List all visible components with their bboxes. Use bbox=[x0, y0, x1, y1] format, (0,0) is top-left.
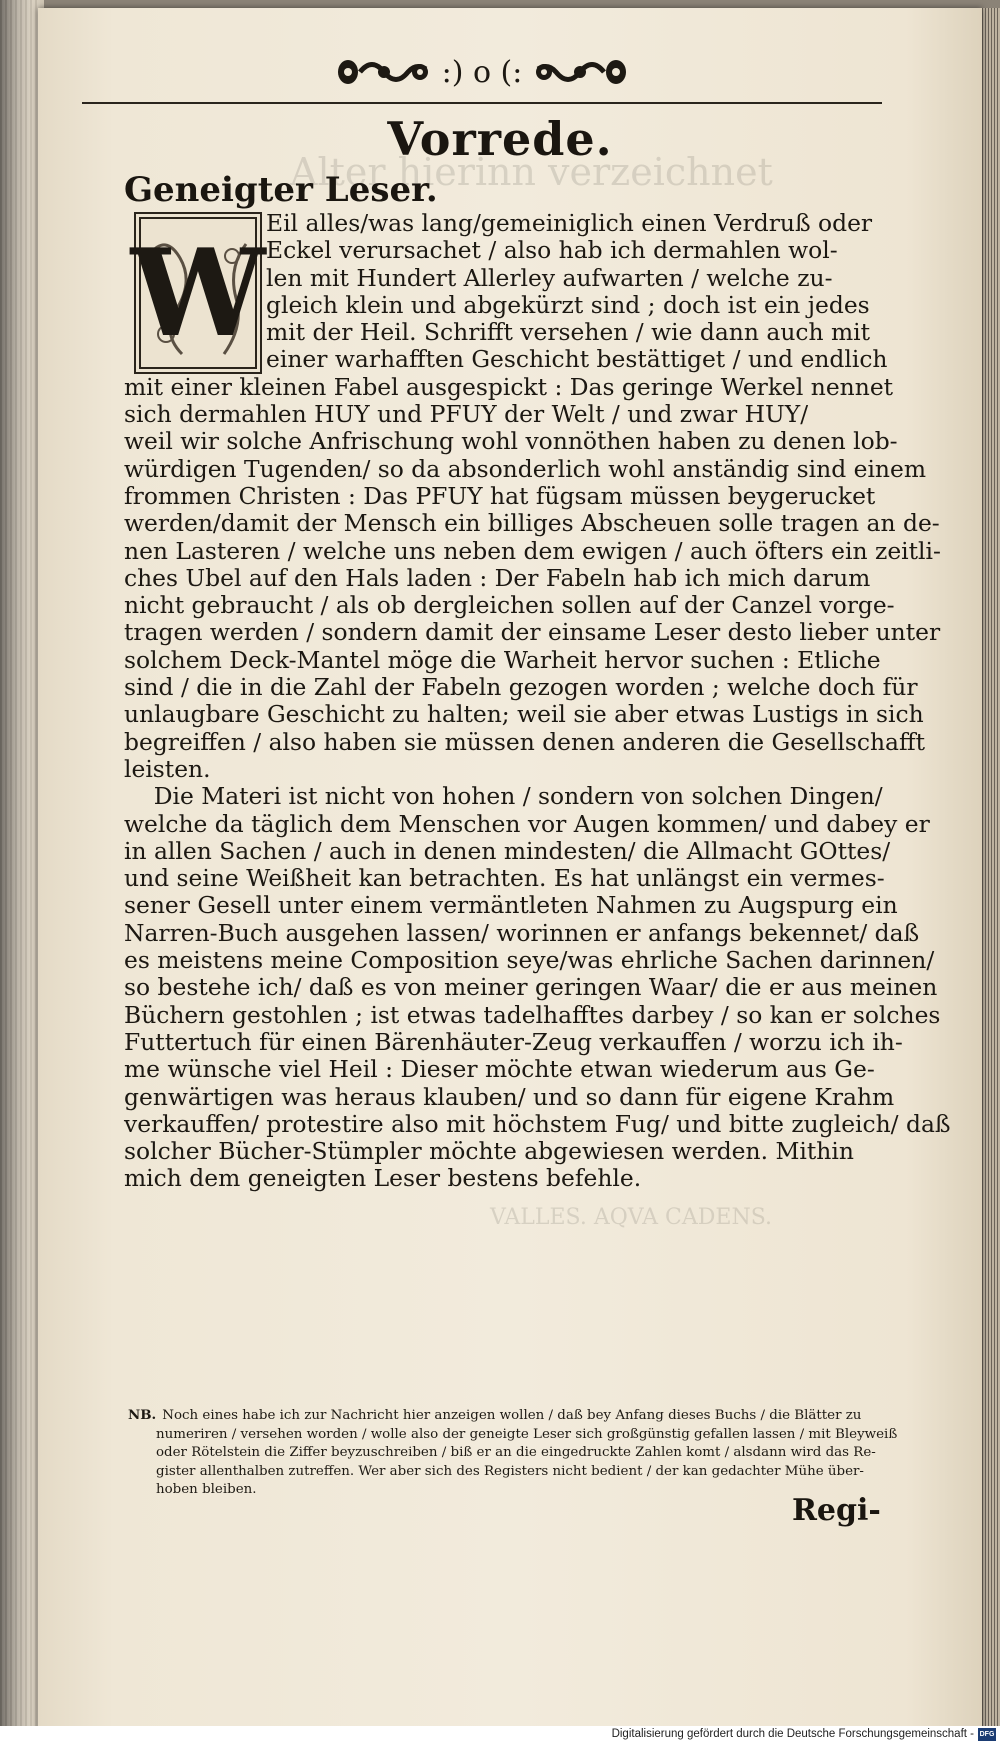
text-line: sich dermahlen HUY und PFUY der Welt / und zwar HUY/ bbox=[124, 400, 809, 429]
page-stack-edge bbox=[982, 8, 1000, 1736]
text-line: würdigen Tugenden/ so da absonderlich wohl anständig sind einem bbox=[124, 454, 927, 483]
dfg-logo-icon: DFG bbox=[978, 1728, 996, 1741]
text-line: me wünsche viel Heil : Dieser möchte etwan wiederum aus Ge- bbox=[124, 1055, 875, 1084]
note-label: NB. bbox=[128, 1407, 157, 1423]
initial-letter: W bbox=[130, 222, 266, 364]
text-line: Eckel verursachet / also hab ich dermahlen wol- bbox=[266, 236, 838, 265]
page-header bbox=[82, 46, 882, 102]
text-line: verkauffen/ protestire also mit höchstem Fug/ und bitte zugleich/ daß bbox=[124, 1109, 951, 1138]
text-line: Die Materi ist nicht von hohen / sondern von solchen Dingen/ bbox=[124, 782, 883, 811]
nota-bene-note bbox=[128, 1406, 898, 1500]
text-line: weil wir solche Anfrischung wohl vonnöthen haben zu denen lob- bbox=[124, 427, 898, 456]
note-line: hoben bleiben. bbox=[156, 1482, 257, 1498]
text-line: so bestehe ich/ daß es von meiner geringen Waar/ die er aus meinen bbox=[124, 973, 938, 1002]
text-line: len mit Hundert Allerley aufwarten / welche zu- bbox=[266, 263, 833, 292]
text-line: werden/damit der Mensch ein billiges Abscheuen solle tragen an de- bbox=[124, 509, 940, 538]
note-text: Noch eines habe ich zur Nachricht hier anzeigen wollen / daß bey Anfang dieses Buchs / die Blätter zu bbox=[162, 1408, 862, 1423]
salutation-heading: Geneigter Leser. bbox=[124, 170, 438, 210]
note-line: numeriren / versehen worden / wolle also der geneigte Leser sich großgünstig gefallen lassen / mit Bleyweiß bbox=[156, 1426, 898, 1442]
text-line: mit der Heil. Schrifft versehen / wie dann auch mit bbox=[266, 318, 871, 347]
catchword: Regi- bbox=[792, 1493, 881, 1528]
note-line bbox=[128, 1406, 888, 1426]
text-line: genwärtigen was heraus klauben/ und so dann für eigene Krahm bbox=[124, 1082, 895, 1111]
text-line: sener Gesell unter einem vermäntleten Nahmen zu Augspurg ein bbox=[124, 891, 898, 920]
text-line: in allen Sachen / auch in denen mindesten/ die Allmacht GOttes/ bbox=[124, 836, 891, 865]
text-line: leisten. bbox=[124, 754, 211, 783]
preface-body bbox=[124, 209, 951, 1193]
bleed-through: Alter hierinn verzeichnet bbox=[290, 150, 773, 194]
text-line: Büchern gestohlen ; ist etwas tadelhafftes darbey / so kan er solches bbox=[124, 1000, 941, 1029]
note-line: oder Rötelstein die Ziffer beyzuschreiben / biß er an die eingedruckte Zahlen komt / alsdann wird das Re- bbox=[156, 1445, 876, 1461]
text-line: sind / die in die Zahl der Fabeln gezogen worden ; welche doch für bbox=[124, 673, 918, 702]
text-line: solchem Deck-Mantel möge die Warheit hervor suchen : Etliche bbox=[124, 645, 881, 674]
text-line: mit einer kleinen Fabel ausgespickt : Das geringe Werkel nennet bbox=[124, 372, 894, 401]
text-line: nicht gebraucht / als ob dergleichen sollen auf der Canzel vorge- bbox=[124, 591, 895, 620]
text-line: Futtertuch für einen Bärenhäuter-Zeug verkauffen / worzu ich ih- bbox=[124, 1027, 903, 1056]
text-line: einer warhafften Geschicht bestättiget / und endlich bbox=[266, 345, 888, 374]
text-line: begreiffen / also haben sie müssen denen anderen die Gesellschafft bbox=[124, 727, 925, 756]
text-line: gleich klein und abgekürzt sind ; doch ist ein jedes bbox=[266, 290, 870, 319]
text-line: mich dem geneigten Leser bestens befehle. bbox=[124, 1164, 642, 1193]
text-line: Narren-Buch ausgehen lassen/ worinnen er anfangs bekennet/ daß bbox=[124, 918, 920, 947]
text-line: solcher Bücher-Stümpler möchte abgewiesen werden. Mithin bbox=[124, 1137, 854, 1166]
footer-credit: Digitalisierung gefördert durch die Deutsche Forschungsgemeinschaft - bbox=[611, 1728, 974, 1740]
page-title: Vorrede. bbox=[387, 112, 613, 166]
text-line: unlaugbare Geschicht zu halten; weil sie aber etwas Lustigs in sich bbox=[124, 700, 924, 729]
binding-texture bbox=[0, 0, 40, 1745]
bleed-through: VALLES. AQVA CADENS. bbox=[490, 1205, 772, 1230]
note-line: gister allenthalben zutreffen. Wer aber sich des Registers nicht bedient / der kan gedachter Mühe über- bbox=[156, 1463, 864, 1479]
right-ornament-icon bbox=[530, 55, 630, 89]
text-line: Eil alles/was lang/gemeiniglich einen Verdruß oder bbox=[266, 209, 873, 237]
text-line: tragen werden / sondern damit der einsame Leser desto lieber unter bbox=[124, 618, 941, 647]
text-line: frommen Christen : Das PFUY hat fügsam müssen beygerucket bbox=[124, 481, 876, 510]
text-line: nen Lasteren / welche uns neben dem ewigen / auch öfters ein zeitli- bbox=[124, 536, 941, 565]
text-line: welche da täglich dem Menschen vor Augen kommen/ und dabey er bbox=[124, 809, 930, 838]
left-ornament-icon bbox=[334, 55, 434, 89]
text-line: es meistens meine Composition seye/was ehrliche Sachen darinnen/ bbox=[124, 946, 935, 975]
header-rule bbox=[82, 102, 882, 104]
text-line: und seine Weißheit kan betrachten. Es hat unlängst ein vermes- bbox=[124, 864, 885, 893]
text-line: ches Ubel auf den Hals laden : Der Fabeln hab ich mich darum bbox=[124, 563, 871, 592]
page-mark: :) o (: bbox=[441, 54, 523, 90]
